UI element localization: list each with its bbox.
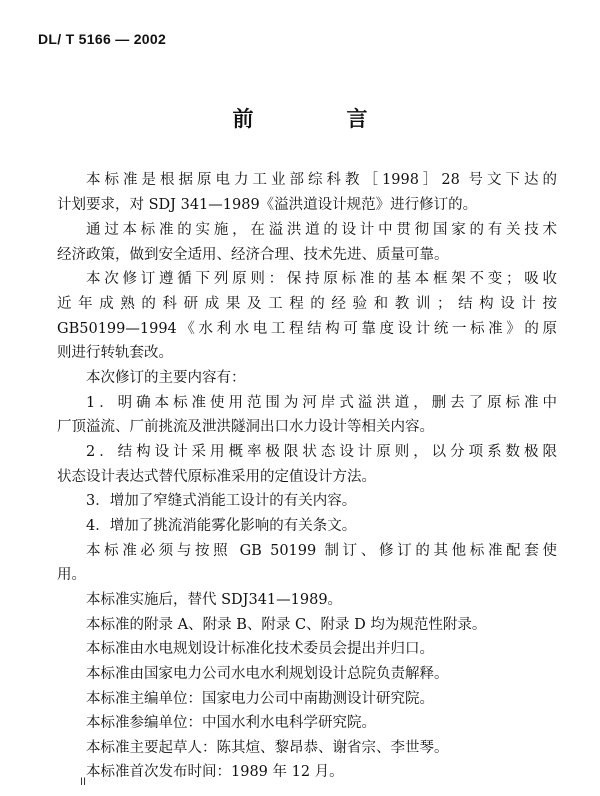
text-line: 计划要求，对 SDJ 341—1989《溢洪道设计规范》进行修订的。: [57, 197, 478, 213]
page-number: II: [80, 776, 87, 788]
text-line: 用。: [57, 567, 86, 583]
text-line: 近年成熟的科研成果及工程的经验和教训；结构设计按: [57, 296, 557, 312]
text-line: 则进行转轨套改。: [57, 345, 173, 361]
text-line: 本标准必须与按照 GB 50199 制订、修订的其他标准配套使: [86, 543, 557, 559]
text-line: 3．增加了窄缝式消能工设计的有关内容。: [86, 493, 357, 509]
text-line: 本标准主编单位：国家电力公司中南勘测设计研究院。: [86, 691, 434, 707]
text-line: 经济政策，做到安全适用、经济合理、技术先进、质量可靠。: [57, 247, 449, 263]
text-line: 通过本标准的实施，在溢洪道的设计中贯彻国家的有关技术: [86, 222, 557, 238]
text-line: 本标准由国家电力公司水电水利规划设计总院负责解释。: [86, 666, 449, 682]
text-line: 4．增加了挑流消能雾化影响的有关条文。: [86, 518, 357, 534]
text-line: 本标准是根据原电力工业部综科教［1998］28 号文下达的: [86, 172, 557, 188]
text-line: 2．结构设计采用概率极限状态设计原则，以分项系数极限: [86, 444, 557, 460]
text-line: GB50199—1994《水利水电工程结构可靠度设计统一标准》的原: [57, 321, 557, 337]
text-line: 本标准由水电规划设计标准化技术委员会提出并归口。: [86, 641, 434, 657]
standard-code-header: DL/ T 5166 — 2002: [38, 31, 167, 47]
text-line: 本次修订遵循下列原则：保持原标准的基本框架不变；吸收: [86, 271, 557, 287]
page-title: 前 言: [232, 107, 404, 131]
text-line: 本标准参编单位：中国水利水电科学研究院。: [86, 715, 376, 731]
text-line: 状态设计表达式替代原标准采用的定值设计方法。: [57, 469, 376, 485]
text-line: 厂顶溢流、厂前挑流及泄洪隧洞出口水力设计等相关内容。: [57, 419, 434, 435]
text-line: 本标准首次发布时间：1989 年 12 月。: [86, 764, 344, 780]
text-line: 本标准实施后，替代 SDJ341—1989。: [86, 592, 343, 608]
text-line: 本次修订的主要内容有：: [86, 370, 246, 386]
text-line: 1．明确本标准使用范围为河岸式溢洪道，删去了原标准中: [86, 395, 557, 411]
text-line: 本标准的附录 A、附录 B、附录 C、附录 D 均为规范性附录。: [86, 617, 487, 633]
text-line: 本标准主要起草人：陈其煊、黎昂恭、谢省宗、李世琴。: [86, 740, 449, 756]
